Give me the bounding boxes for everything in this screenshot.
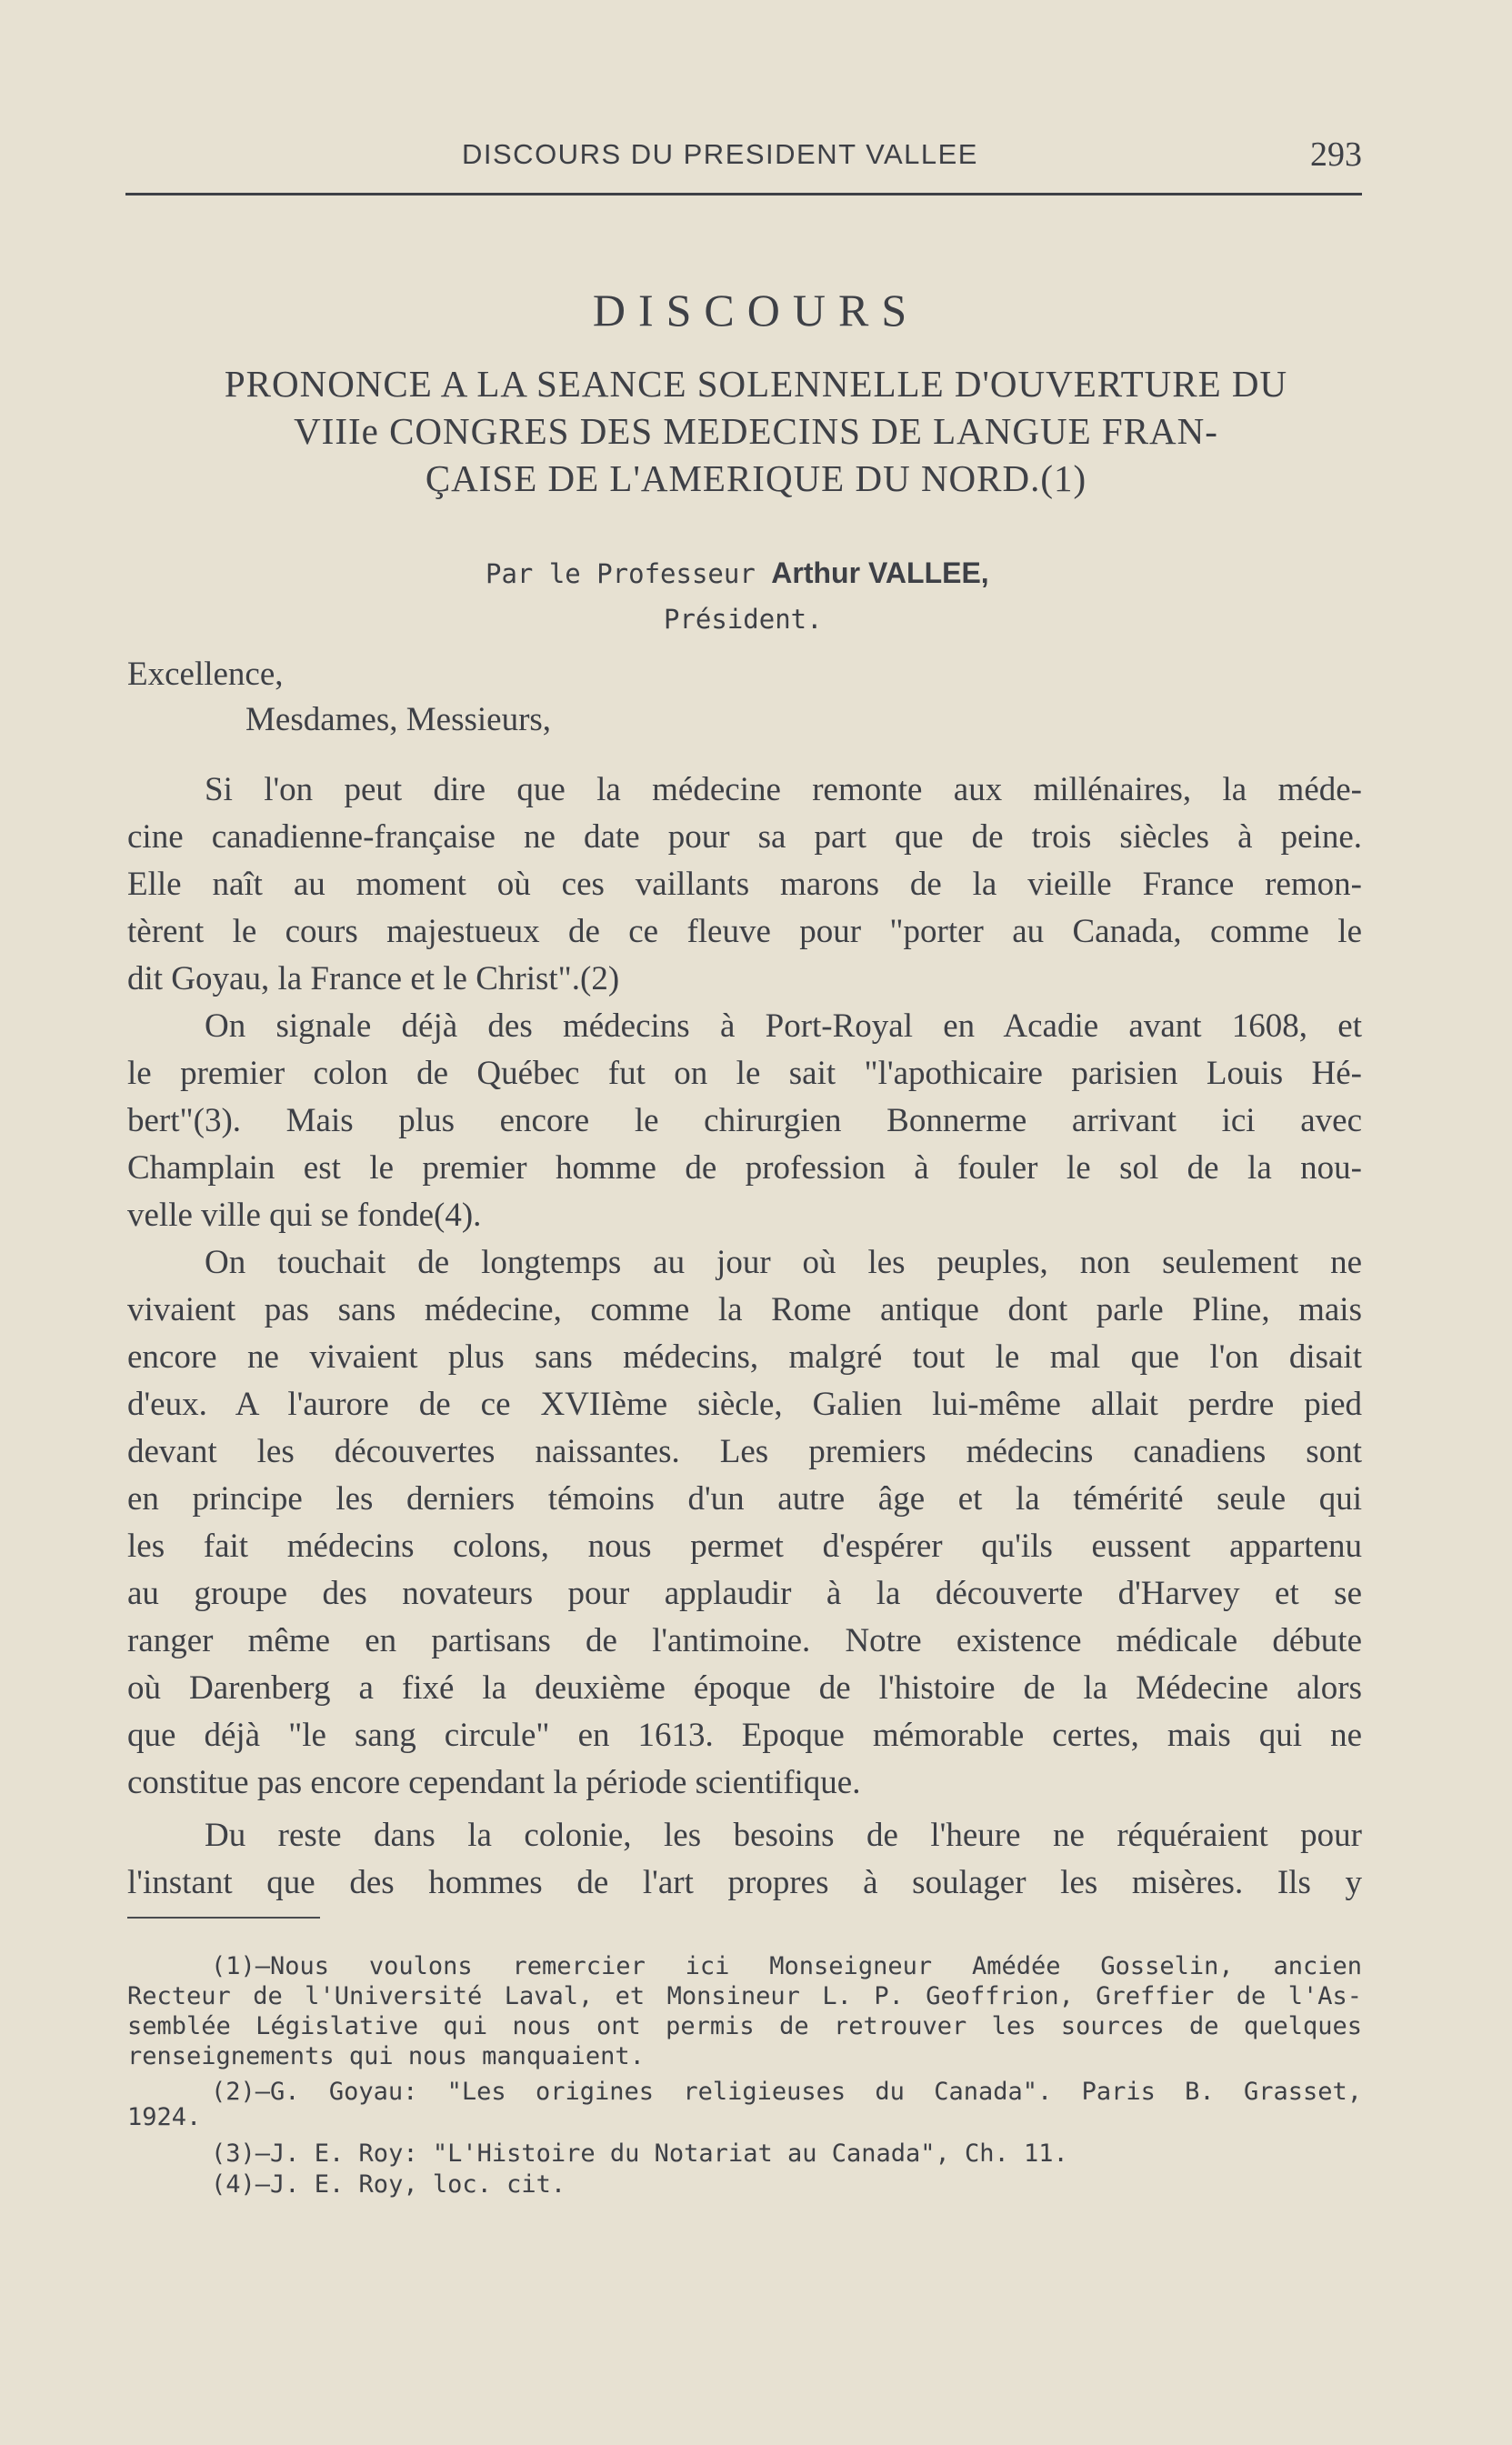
running-header [125,135,1362,178]
footnote-line: (2)—G. Goyau: "Les origines religieuses du Canada". Paris B. Grasset, [211,2078,1362,2106]
body-line: où Darenberg a fixé la deuxième époque de l'histoire de la Médecine alors [127,1669,1362,1707]
running-header-title: DISCOURS DU PRESIDENT VALLEE [462,138,978,170]
footnote-line: 1924. [127,2103,202,2131]
body-line: en principe les derniers témoins d'un autre âge et la témérité seule qui [127,1480,1362,1518]
author-role: Président. [664,604,823,635]
body-line: d'eux. A l'aurore de ce XVIIème siècle, Galien lui-même allait perdre pied [127,1386,1362,1423]
body-line: velle ville qui se fonde(4). [127,1197,482,1234]
salutation-line: Mesdames, Messieurs, [245,701,552,738]
body-line: cine canadienne-française ne date pour sa part que de trois siècles à peine. [127,818,1362,856]
footnote-line: (4)—J. E. Roy, loc. cit. [211,2170,566,2199]
body-line: Si l'on peut dire que la médecine remonte aux millénaires, la méde- [205,771,1362,808]
body-line: dit Goyau, la France et le Christ".(2) [127,960,620,997]
author-name: Arthur VALLEE, [771,556,989,589]
footnote-rule [127,1917,320,1919]
body-line: bert"(3). Mais plus encore le chirurgien Bonnerme arrivant ici avec [127,1102,1362,1139]
body-line: On touchait de longtemps au jour où les peuples, non seulement ne [205,1244,1362,1281]
byline-prefix: Par le Professeur [486,558,772,589]
body-line: Du reste dans la colonie, les besoins de l'heure ne réquéraient pour [205,1817,1362,1854]
body-line: Elle naît au moment où ces vaillants marons de la vieille France remon- [127,866,1362,903]
body-line: Champlain est le premier homme de profession à fouler le sol de la nou- [127,1149,1362,1187]
byline [486,556,989,590]
footnote-line: Recteur de l'Université Laval, et Monsineur L. P. Geoffrion, Greffier de l'As- [127,1982,1362,2010]
subtitle-line: VIIIe CONGRES DES MEDECINS DE LANGUE FRAN- [294,410,1218,452]
body-line: les fait médecins colons, nous permet d'espérer qu'ils eussent appartenu [127,1528,1362,1565]
header-rule [125,193,1362,195]
subtitle-line: PRONONCE A LA SEANCE SOLENNELLE D'OUVERTURE DU [224,363,1288,405]
body-line: vivaient pas sans médecine, comme la Rome antique dont parle Pline, mais [127,1291,1362,1328]
page-title: DISCOURS [592,285,920,336]
body-line: au groupe des novateurs pour applaudir à la découverte d'Harvey et se [127,1575,1362,1612]
body-line: le premier colon de Québec fut on le sait "l'apothicaire parisien Louis Hé- [127,1055,1362,1092]
body-line: ranger même en partisans de l'antimoine. Notre existence médicale débute [127,1622,1362,1659]
body-line: que déjà "le sang circule" en 1613. Epoque mémorable certes, mais qui ne [127,1717,1362,1754]
footnote-line: renseignements qui nous manquaient. [127,2042,645,2070]
body-line: l'instant que des hommes de l'art propres à soulager les misères. Ils y [127,1864,1362,1901]
salutation-line: Excellence, [127,656,284,693]
body-line: encore ne vivaient plus sans médecins, malgré tout le mal que l'on disait [127,1338,1362,1376]
body-line: tèrent le cours majestueux de ce fleuve pour "porter au Canada, comme le [127,913,1362,950]
subtitle-line: ÇAISE DE L'AMERIQUE DU NORD.(1) [425,457,1087,499]
body-line: devant les découvertes naissantes. Les premiers médecins canadiens sont [127,1433,1362,1470]
page-number: 293 [1310,135,1362,174]
footnote-line: semblée Législative qui nous ont permis de retrouver les sources de quelques [127,2012,1362,2040]
footnote-line: (3)—J. E. Roy: "L'Histoire du Notariat au Canada", Ch. 11. [211,2139,1068,2168]
body-line: On signale déjà des médecins à Port-Royal en Acadie avant 1608, et [205,1007,1362,1045]
footnote-line: (1)—Nous voulons remercier ici Monseigneur Amédée Gosselin, ancien [211,1952,1362,1980]
body-line: constitue pas encore cependant la période scientifique. [127,1764,861,1801]
